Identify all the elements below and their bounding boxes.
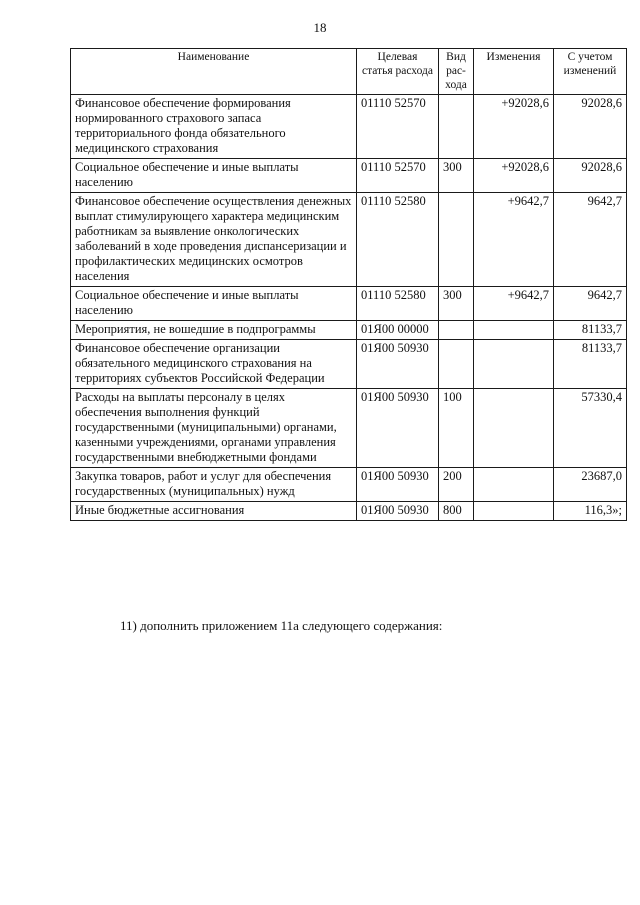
cell-changes: +92028,6 [474,159,554,193]
table-row [71,193,627,287]
table-row [71,95,627,159]
cell-with-changes: 9642,7 [554,287,627,321]
cell-changes: +92028,6 [474,95,554,159]
cell-target-article: 01110 52570 [357,95,439,159]
header-name: Наименование [71,49,357,95]
cell-target-article: 01110 52570 [357,159,439,193]
amendment-note: 11) дополнить приложением 11а следующего содержания: [120,618,443,633]
cell-expense-kind [439,321,474,340]
budget-table-container [70,48,626,521]
cell-target-article: 01Я00 50930 [357,468,439,502]
cell-name: Социальное обеспечение и иные выплаты населению [71,159,357,193]
table-row [71,468,627,502]
budget-table [70,48,627,521]
cell-target-article: 01Я00 50930 [357,389,439,468]
table-row [71,159,627,193]
cell-with-changes: 92028,6 [554,95,627,159]
cell-target-article: 01110 52580 [357,287,439,321]
cell-expense-kind: 300 [439,287,474,321]
cell-changes [474,389,554,468]
cell-target-article: 01110 52580 [357,193,439,287]
cell-expense-kind: 100 [439,389,474,468]
table-header-row [71,49,627,95]
cell-name: Расходы на выплаты персоналу в целях обеспечения выполнения функций государственными (муниципальными) органами, казенными учреждениями, органами управления государственными внебюджетными фондами [71,389,357,468]
cell-expense-kind [439,95,474,159]
table-row [71,389,627,468]
cell-with-changes: 9642,7 [554,193,627,287]
cell-with-changes: 116,3»; [554,502,627,521]
cell-name: Финансовое обеспечение формирования нормированного страхового запаса территориального фонда обязательного медицинского страхования [71,95,357,159]
cell-changes: +9642,7 [474,193,554,287]
cell-name: Финансовое обеспечение осуществления денежных выплат стимулирующего характера медицинским работникам за выявление онкологических заболеваний в ходе проведения диспансеризации и профилактических медицинских осмотров населения [71,193,357,287]
header-changes: Изменения [474,49,554,95]
cell-changes [474,321,554,340]
table-row [71,287,627,321]
header-with-changes: С учетом изменений [554,49,627,95]
cell-expense-kind [439,193,474,287]
table-row [71,340,627,389]
page-number: 18 [313,20,327,35]
cell-expense-kind: 300 [439,159,474,193]
cell-name: Финансовое обеспечение организации обязательного медицинского страхования на территориях субъектов Российской Федерации [71,340,357,389]
cell-changes [474,340,554,389]
cell-name: Закупка товаров, работ и услуг для обеспечения государственных (муниципальных) нужд [71,468,357,502]
cell-target-article: 01Я00 50930 [357,502,439,521]
cell-name: Социальное обеспечение и иные выплаты населению [71,287,357,321]
cell-with-changes: 81133,7 [554,340,627,389]
cell-with-changes: 81133,7 [554,321,627,340]
cell-name: Иные бюджетные ассигнования [71,502,357,521]
cell-with-changes: 57330,4 [554,389,627,468]
table-row [71,502,627,521]
header-target-article: Целевая статья расхода [357,49,439,95]
header-expense-kind: Вид рас-хода [439,49,474,95]
cell-target-article: 01Я00 50930 [357,340,439,389]
cell-target-article: 01Я00 00000 [357,321,439,340]
cell-expense-kind: 200 [439,468,474,502]
table-row [71,321,627,340]
cell-changes: +9642,7 [474,287,554,321]
cell-expense-kind [439,340,474,389]
cell-changes [474,468,554,502]
cell-with-changes: 92028,6 [554,159,627,193]
cell-changes [474,502,554,521]
cell-name: Мероприятия, не вошедшие в подпрограммы [71,321,357,340]
table-body [71,95,627,521]
cell-with-changes: 23687,0 [554,468,627,502]
cell-expense-kind: 800 [439,502,474,521]
